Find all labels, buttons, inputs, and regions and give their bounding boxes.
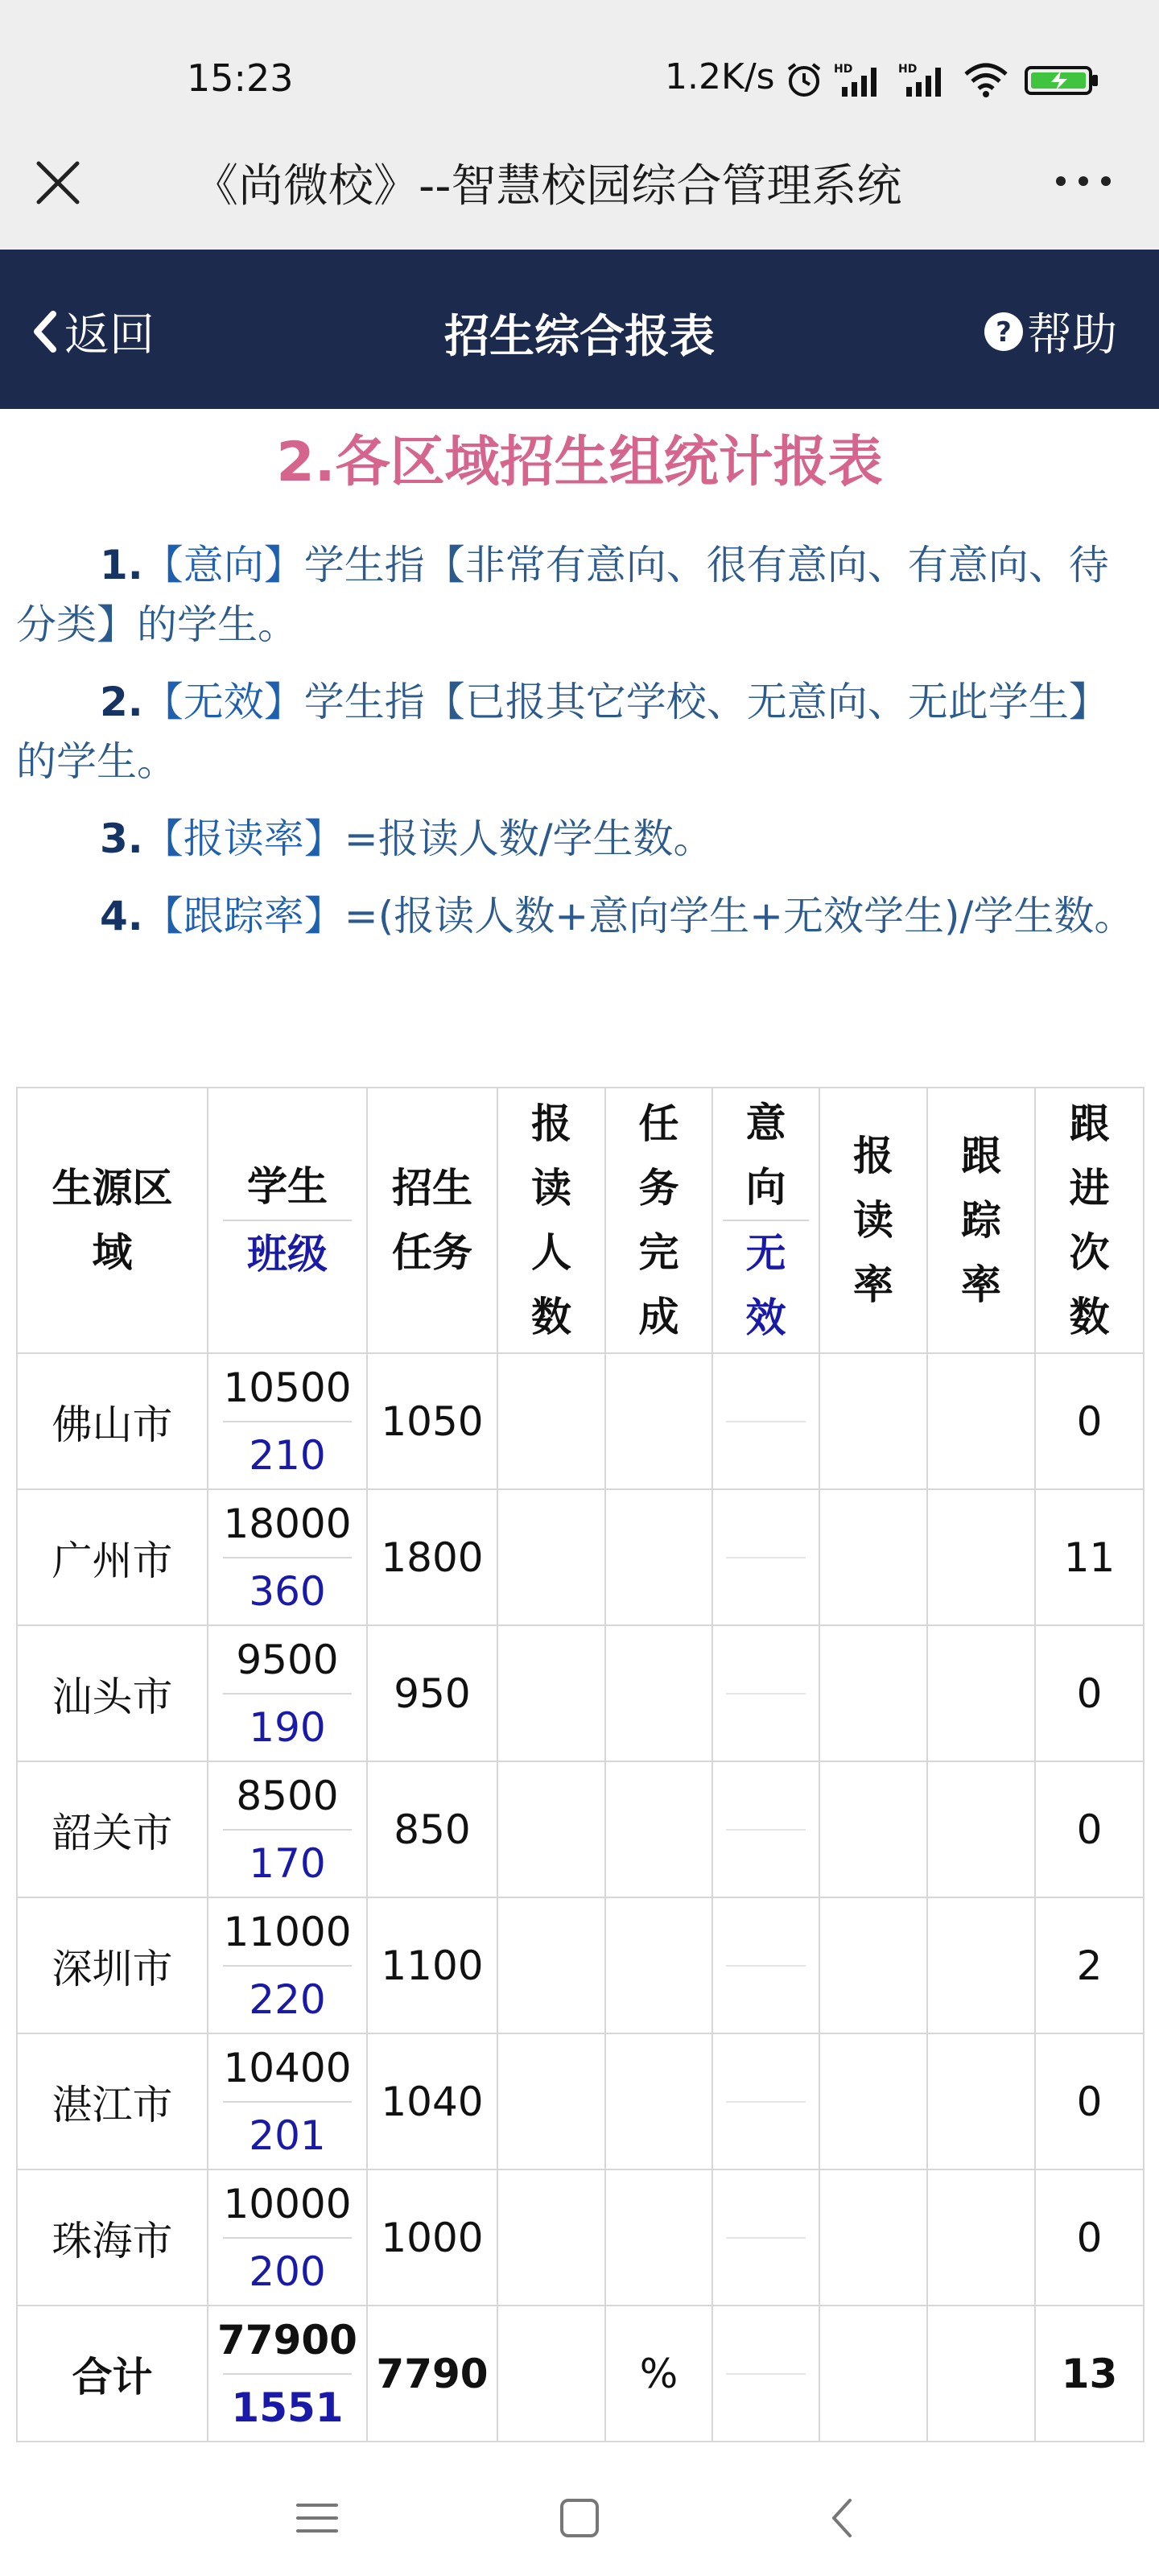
cell-intent-invalid [712,1625,819,1761]
cell-track-rate [927,1897,1035,2033]
note-key: 【跟踪率】 [142,893,344,939]
note-text: =(报读人数+意向学生+无效学生)/学生数。 [344,893,1135,939]
cell-enroll-rate [819,1489,927,1625]
table-row [17,1489,1144,1625]
cell-total-enroll-rate [819,2306,927,2442]
cell-enrolled [497,2169,605,2306]
cell-students-classes: 11000 220 [208,1897,367,2033]
back-label: 返回 [64,309,155,361]
cell-enroll-rate [819,1761,927,1897]
cell-enroll-rate [819,2033,927,2169]
status-icons [786,55,1107,103]
cell-task: 1000 [367,2169,497,2306]
cell-intent-invalid [712,1489,819,1625]
table-total-row [17,2306,1144,2442]
close-icon[interactable] [32,157,84,208]
cell-students-classes: 10500 210 [208,1353,367,1489]
browser-bar [0,141,1159,221]
page-title: 招生综合报表 [444,311,715,363]
wifi-icon [963,61,1009,98]
note-item [16,809,1143,869]
cell-enrolled [497,1489,605,1625]
cell-enroll-rate [819,1625,927,1761]
hd-signal-icon [898,61,951,98]
system-navigation-bar [0,2455,1159,2576]
cell-total-followups: 13 [1035,2306,1144,2442]
cell-followups: 0 [1035,1353,1144,1489]
battery-charging-icon [1024,61,1101,98]
cell-task: 1800 [367,1489,497,1625]
report-heading: 2.各区域招生组统计报表 [276,431,883,494]
hd-signal-icon [834,61,887,98]
cell-followups: 0 [1035,1625,1144,1761]
table-header-row [17,1088,1144,1353]
note-item [16,535,1143,654]
cell-intent-invalid [712,2169,819,2306]
note-text: =报读人数/学生数。 [344,815,714,862]
help-label: 帮助 [1027,309,1117,361]
cell-followups: 0 [1035,2169,1144,2306]
cell-students-classes: 8500 170 [208,1761,367,1897]
cell-completion [605,1489,712,1625]
cell-enrolled [497,2033,605,2169]
browser-title: 《尚微校》--智慧校园综合管理系统 [193,160,902,213]
cell-students-classes: 10400 201 [208,2033,367,2169]
cell-total-task: 7790 [367,2306,497,2442]
cell-track-rate [927,1353,1035,1489]
cell-completion [605,2033,712,2169]
cell-region: 湛江市 [17,2033,208,2169]
svg-text:HD: HD [834,63,853,76]
cell-intent-invalid [712,2033,819,2169]
cell-region: 汕头市 [17,1625,208,1761]
cell-completion [605,1897,712,2033]
status-time: 15:23 [187,56,294,100]
cell-task: 850 [367,1761,497,1897]
note-number: 3. [100,815,143,862]
note-key: 【无效】 [142,679,304,725]
col-completion: 任务完成 [605,1088,712,1353]
col-students: 学生 班级 [208,1088,367,1353]
cell-task: 1040 [367,2033,497,2169]
col-task: 招生任务 [367,1088,497,1353]
help-button[interactable] [984,299,1117,364]
alarm-icon [786,61,823,98]
cell-total-label: 合计 [17,2306,208,2442]
note-item [16,886,1143,946]
home-icon[interactable] [557,2496,602,2541]
table-row [17,1353,1144,1489]
table-row [17,2033,1144,2169]
cell-track-rate [927,1489,1035,1625]
question-circle-icon [984,312,1024,352]
cell-enrolled [497,1897,605,2033]
cell-total-intent-invalid [712,2306,819,2442]
note-item [16,672,1143,791]
menu-icon[interactable] [295,2496,340,2541]
back-icon[interactable] [821,2496,866,2541]
table-row [17,1761,1144,1897]
cell-enroll-rate [819,1353,927,1489]
cell-region: 佛山市 [17,1353,208,1489]
cell-completion [605,1353,712,1489]
cell-total-students-classes: 77900 1551 [208,2306,367,2442]
cell-region: 深圳市 [17,1897,208,2033]
col-enrolled: 报读人数 [497,1088,605,1353]
note-text: 学生指【已报其它学校、无意向、无此学生】的学生。 [16,679,1109,785]
note-number: 2. [100,679,143,725]
note-key: 【报读率】 [142,815,344,862]
cell-completion [605,2169,712,2306]
more-options-icon[interactable] [1051,165,1116,197]
cell-task: 1100 [367,1897,497,2033]
cell-total-track-rate [927,2306,1035,2442]
table-row [17,2169,1144,2306]
cell-total-completion: % [605,2306,712,2442]
cell-track-rate [927,2033,1035,2169]
cell-track-rate [927,1625,1035,1761]
network-speed: 1.2K/s [665,56,775,97]
cell-task: 950 [367,1625,497,1761]
cell-intent-invalid [712,1761,819,1897]
cell-students-classes: 9500 190 [208,1625,367,1761]
cell-enrolled [497,1353,605,1489]
notes [16,535,1143,964]
cell-completion [605,1761,712,1897]
cell-students-classes: 10000 200 [208,2169,367,2306]
app-header [0,250,1159,409]
table-row [17,1897,1144,2033]
col-enroll-rate: 报读率 [819,1088,927,1353]
cell-track-rate [927,2169,1035,2306]
cell-intent-invalid [712,1897,819,2033]
cell-enrolled [497,1625,605,1761]
col-track-rate: 跟踪率 [927,1088,1035,1353]
cell-total-enrolled [497,2306,605,2442]
note-text: 学生指【非常有意向、很有意向、有意向、待分类】的学生。 [16,542,1109,648]
cell-enroll-rate [819,2169,927,2306]
cell-followups: 2 [1035,1897,1144,2033]
cell-region: 广州市 [17,1489,208,1625]
cell-students-classes: 18000 360 [208,1489,367,1625]
cell-enrolled [497,1761,605,1897]
col-followups: 跟进次数 [1035,1088,1144,1353]
cell-region: 珠海市 [17,2169,208,2306]
region-stats-table [16,1087,1145,2442]
cell-followups: 11 [1035,1489,1144,1625]
note-number: 4. [100,893,143,939]
cell-followups: 0 [1035,1761,1144,1897]
col-intent-invalid: 意向 无效 [712,1088,819,1353]
note-number: 1. [100,542,143,588]
cell-track-rate [927,1761,1035,1897]
cell-intent-invalid [712,1353,819,1489]
cell-followups: 0 [1035,2033,1144,2169]
col-region: 生源区域 [17,1088,208,1353]
cell-enroll-rate [819,1897,927,2033]
cell-completion [605,1625,712,1761]
table-row [17,1625,1144,1761]
status-bar [0,48,1159,113]
note-key: 【意向】 [142,542,304,588]
cell-region: 韶关市 [17,1761,208,1897]
cell-task: 1050 [367,1353,497,1489]
svg-text:?: ? [996,316,1012,349]
svg-text:HD: HD [898,63,918,76]
